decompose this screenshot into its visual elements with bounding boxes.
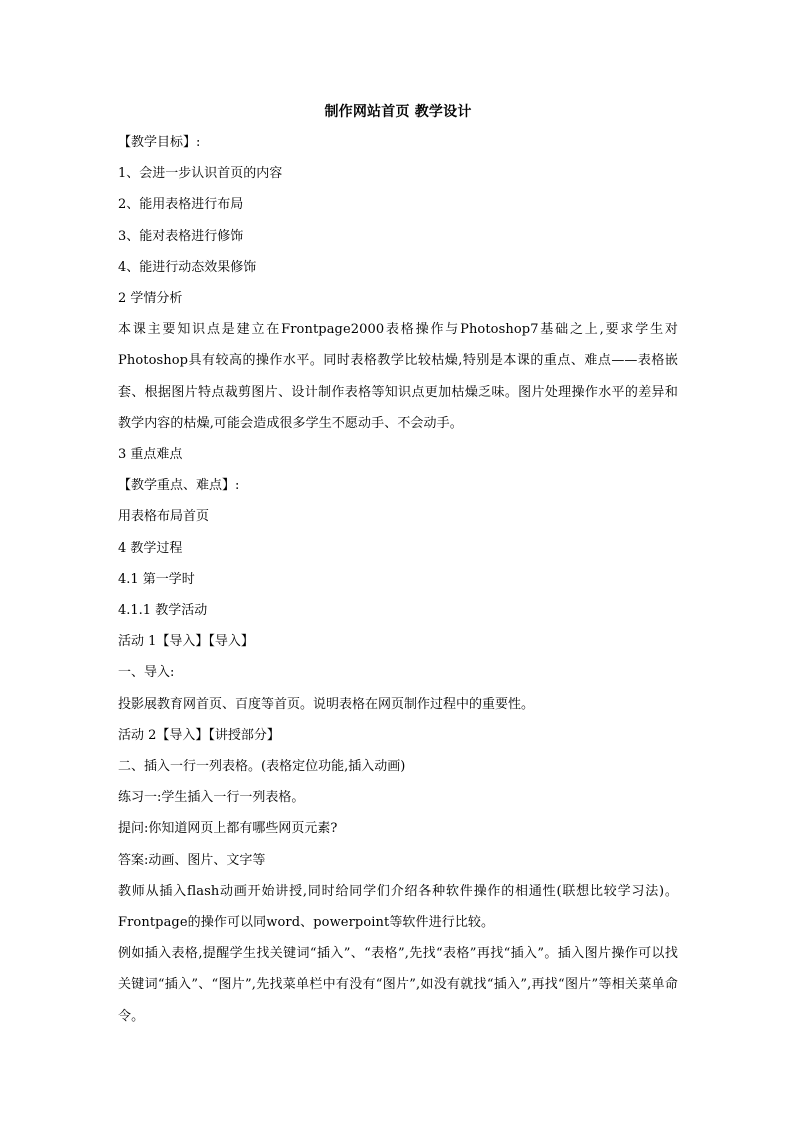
key-point-text: 用表格布局首页 — [118, 509, 210, 525]
paragraph-example: 例如插入表格,提醒学生找关键词“插入”、“表格”,先找“表格”再找“插入”。插入图片操作可以找关键词“插入”、“图片”,先找菜单栏中有没有“图片”,如没有就找“插入”,再找“图片”等相关菜单命令。 — [118, 946, 678, 1024]
subheading-activities: 4.1.1 教学活动 — [118, 603, 208, 619]
insert-table-heading: 二、插入一行一列表格。(表格定位功能,插入动画) — [118, 759, 406, 775]
subheading-key-points: 【教学重点、难点】: — [118, 478, 240, 494]
document-title: 制作网站首页 教学设计 — [324, 104, 472, 120]
section-heading-objectives: 【教学目标】: — [118, 135, 201, 150]
objective-item-4: 4、能进行动态效果修饰 — [118, 259, 257, 275]
paragraph-teacher: 教师从插入flash动画开始讲授,同时给同学们介绍各种软件操作的相通性(联想比较学习法)。Frontpage的操作可以同word、powerpoint等软件进行比较。 — [118, 883, 678, 931]
objective-item-2: 2、能用表格进行布局 — [118, 197, 244, 213]
document-page — [118, 100, 678, 1032]
section-heading-key-points: 3 重点难点 — [118, 447, 183, 463]
activity-1-heading: 活动 1【导入】【导入】 — [118, 634, 254, 650]
intro-text: 投影展教育网首页、百度等首页。说明表格在网页制作过程中的重要性。 — [118, 696, 535, 712]
section-heading-process: 4 教学过程 — [118, 540, 183, 556]
objective-item-1: 1、会进一步认识首页的内容 — [118, 166, 283, 182]
question-text: 提问:你知道网页上都有哪些网页元素? — [118, 821, 338, 837]
exercise-1-text: 练习一:学生插入一行一列表格。 — [118, 790, 305, 806]
activity-2-heading: 活动 2【导入】【讲授部分】 — [118, 727, 280, 743]
subheading-first-lesson: 4.1 第一学时 — [118, 571, 195, 587]
paragraph-analysis: 本课主要知识点是建立在Frontpage2000表格操作与Photoshop7基础之上,要求学生对Photoshop具有较高的操作水平。同时表格教学比较枯燥,特别是本课的重点、难点——表格嵌套、根据图片特点裁剪图片、设计制作表格等知识点更加枯燥乏味。图片处理操作水平的差异和教学内容的枯燥,可能会造成很多学生不愿动手、不会动手。 — [118, 322, 678, 431]
answer-text: 答案:动画、图片、文字等 — [118, 852, 266, 868]
intro-heading: 一、导入: — [118, 665, 175, 681]
section-heading-analysis: 2 学情分析 — [118, 291, 183, 307]
objective-item-3: 3、能对表格进行修饰 — [118, 228, 244, 244]
